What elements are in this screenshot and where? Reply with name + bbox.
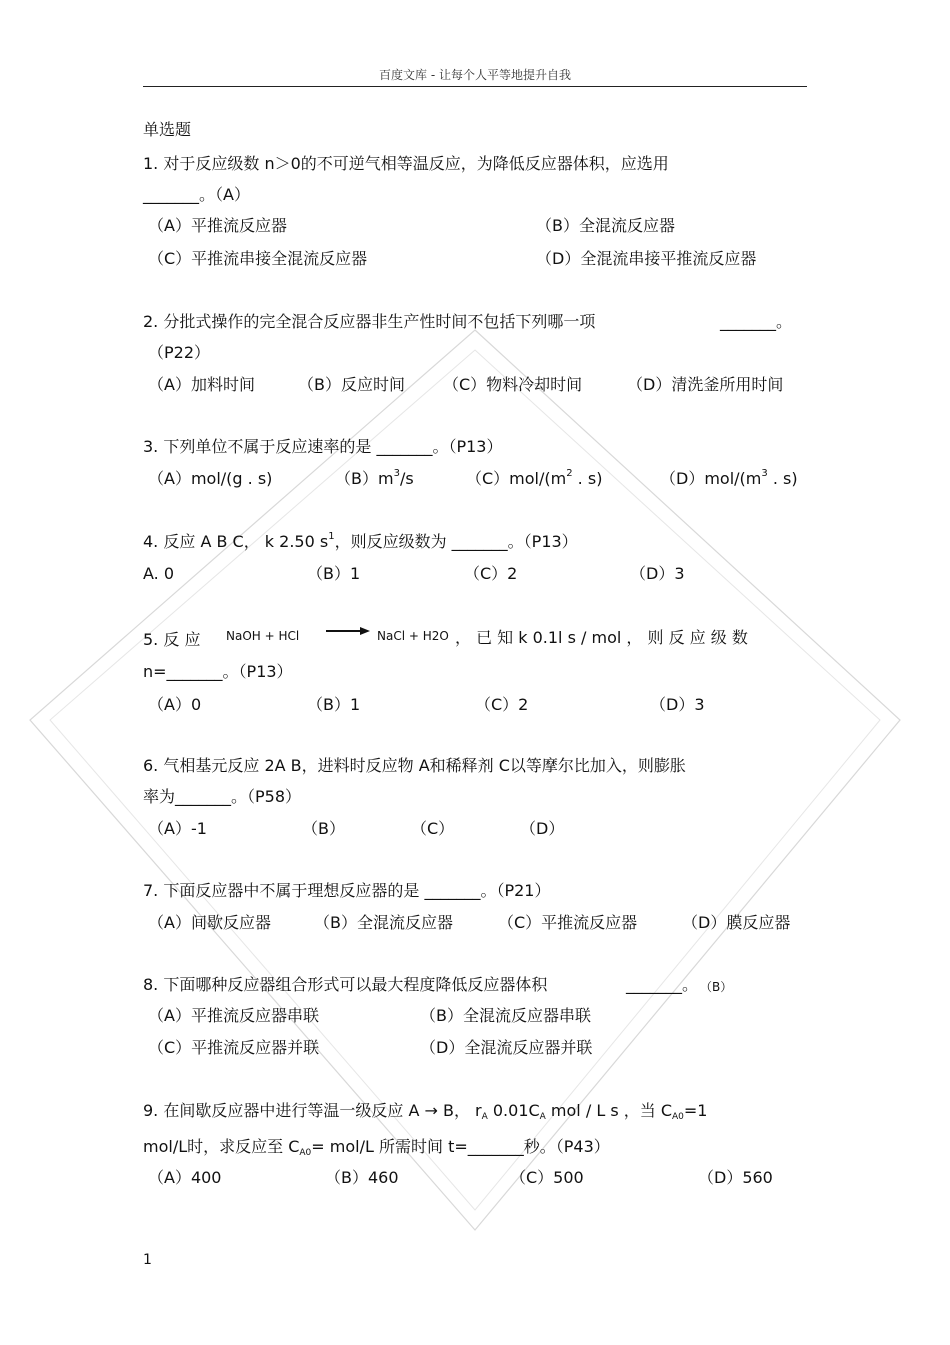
q8-option-c: （C）平推流反应器并联: [148, 1038, 320, 1057]
q4-option-b: （B）1: [307, 564, 361, 583]
q9-option-d: （D）560: [698, 1168, 773, 1187]
q8-blank: _______。: [626, 975, 699, 994]
page-number: 1: [143, 1252, 152, 1268]
q5-option-d: （D）3: [650, 695, 705, 714]
section-title: 单选题: [143, 120, 192, 139]
q4-option-d: （D）3: [630, 564, 685, 583]
q3-option-b: $(B)m^3/s$: [335, 468, 414, 488]
q5-option-b: （B）1: [307, 695, 361, 714]
q5-option-c: （C）2: [475, 695, 529, 714]
q8-option-b: （B）全混流反应器串联: [420, 1006, 591, 1025]
q1-option-c: （C）平推流串接全混流反应器: [148, 249, 368, 268]
q6-option-a: （A）-1: [148, 819, 207, 838]
q5-label: 5. 反 应: [143, 630, 201, 649]
q6-option-c: （C）: [411, 819, 455, 838]
reaction-arrow-icon: [326, 626, 370, 636]
q5-option-a: （A）0: [148, 695, 202, 714]
q2-option-d: （D）清洗釜所用时间: [627, 375, 784, 394]
q2-blank: _______。: [720, 312, 793, 331]
q9-stem: 9. 在间歇反应器中进行等温一级反应 A → B， rA 0.01CA mol / L s ，当 CA0=1: [143, 1101, 708, 1122]
q8-option-a: （A）平推流反应器串联: [148, 1006, 319, 1025]
header-rule: [143, 86, 807, 87]
q1-option-a: （A）平推流反应器: [148, 216, 287, 235]
q6-answer-line: 率为_______。（P58）: [143, 787, 302, 806]
q6-option-b: （B）: [302, 819, 345, 838]
q2-option-a: （A）加料时间: [148, 375, 255, 394]
q5-reactants: NaOH + HCl: [226, 629, 300, 643]
q3-option-c: $(C)mol/(m^2$ . s): [466, 468, 603, 488]
q8-answer: （B）: [700, 980, 733, 994]
q7-option-c: （C）平推流反应器: [498, 913, 638, 932]
q6-stem: 6. 气相基元反应 2A B，进料时反应物 A和稀释剂 C以等摩尔比加入，则膨胀: [143, 756, 686, 775]
q9-option-c: （C）500: [510, 1168, 584, 1187]
q4-option-a: A. 0: [143, 564, 175, 583]
q2-stem: 2. 分批式操作的完全混合反应器非生产性时间不包括下列哪一项: [143, 312, 596, 331]
q7-option-a: （A）间歇反应器: [148, 913, 271, 932]
q7-option-b: （B）全混流反应器: [314, 913, 453, 932]
q8-option-d: （D）全混流反应器并联: [420, 1038, 593, 1057]
q1-option-d: （D）全混流串接平推流反应器: [536, 249, 757, 268]
q6-option-d: （D）: [520, 819, 565, 838]
q1-option-b: （B）全混流反应器: [536, 216, 675, 235]
q9-option-b: （B）460: [325, 1168, 399, 1187]
q3-option-a: （A）mol/(g . s): [148, 469, 273, 488]
q2-page-ref: （P22）: [148, 343, 211, 362]
q1-stem: 1. 对于反应级数 n＞0的不可逆气相等温反应，为降低反应器体积，应选用: [143, 154, 669, 173]
q4-option-c: （C）2: [464, 564, 518, 583]
q2-option-c: （C）物料冷却时间: [443, 375, 583, 394]
q5-products: NaCl + H2O: [377, 629, 449, 643]
q9-stem-continued: mol/L时，求反应至 CA0= mol/L 所需时间 t=_______秒。（P43）: [143, 1137, 610, 1158]
q3-option-d: $(D)mol/(m^3$ . s): [660, 468, 798, 488]
q1-answer-line: _______。（A）: [143, 185, 250, 204]
q9-option-a: （A）400: [148, 1168, 222, 1187]
q4-stem: 4. 反应 A B C， k 2.50 $s^1$，则反应级数为 _______。（P13）: [143, 531, 578, 551]
q7-option-d: （D）膜反应器: [682, 913, 791, 932]
q3-stem: 3. 下列单位不属于反应速率的是 _______。（P13）: [143, 437, 503, 456]
page-header: 百度文库 - 让每个人平等地提升自我: [379, 68, 571, 82]
q2-option-b: （B）反应时间: [298, 375, 405, 394]
q7-stem: 7. 下面反应器中不属于理想反应器的是 _______。（P21）: [143, 881, 551, 900]
q5-given: ， 已 知 k 0.1l s / mol ， 则 反 应 级 数: [455, 628, 748, 647]
q8-stem: 8. 下面哪种反应器组合形式可以最大程度降低反应器体积: [143, 975, 548, 994]
q5-answer-line: n=_______。（P13）: [143, 662, 293, 681]
